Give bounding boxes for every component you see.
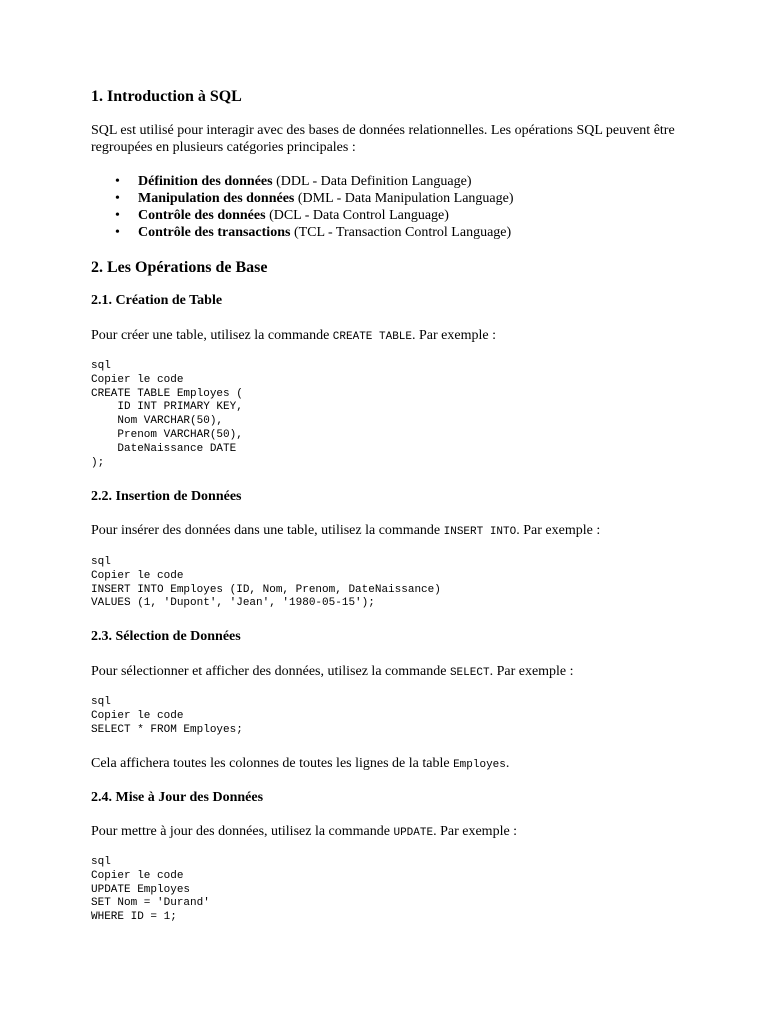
list-item: • Manipulation des données (DML - Data Manipulation Language) bbox=[115, 191, 514, 206]
select-code-block: sql Copier le code SELECT * FROM Employes; bbox=[91, 696, 243, 736]
insert-code-block: sql Copier le code INSERT INTO Employes (ID, Nom, Prenom, DateNaissance) VALUES (1, 'Dupont', 'Jean', '1980-05-15'); bbox=[91, 556, 441, 610]
section-title-create: 2.1. Création de Table bbox=[91, 293, 223, 308]
insert-paragraph: Pour insérer des données dans une table, utilisez la commande INSERT INTO. Par exemple : bbox=[91, 523, 601, 538]
intro-paragraph: SQL est utilisé pour interagir avec des bases de données relationnelles. Les opérations SQL peuvent être regroupées en plusieurs catégories principales : bbox=[91, 123, 675, 155]
bullet-icon: • bbox=[115, 174, 120, 189]
create-paragraph: Pour créer une table, utilisez la commande CREATE TABLE. Par exemple : bbox=[91, 328, 496, 343]
list-item: • Définition des données (DDL - Data Definition Language) bbox=[115, 174, 472, 189]
sql-categories-list bbox=[91, 173, 514, 241]
section-title-update: 2.4. Mise à Jour des Données bbox=[91, 790, 264, 805]
section-title-basics: 2. Les Opérations de Base bbox=[91, 259, 268, 276]
bullet-icon: • bbox=[115, 191, 120, 206]
select-paragraph: Pour sélectionner et afficher des données, utilisez la commande SELECT. Par exemple : bbox=[91, 664, 574, 679]
section-title-insert: 2.2. Insertion de Données bbox=[91, 489, 242, 504]
list-item: • Contrôle des données (DCL - Data Control Language) bbox=[115, 208, 449, 223]
update-code-block: sql Copier le code UPDATE Employes SET Nom = 'Durand' WHERE ID = 1; bbox=[91, 856, 210, 924]
bullet-icon: • bbox=[115, 225, 120, 240]
select-note: Cela affichera toutes les colonnes de toutes les lignes de la table Employes. bbox=[91, 756, 510, 771]
update-paragraph: Pour mettre à jour des données, utilisez la commande UPDATE. Par exemple : bbox=[91, 824, 518, 839]
bullet-icon: • bbox=[115, 208, 120, 223]
section-title-select: 2.3. Sélection de Données bbox=[91, 629, 241, 644]
create-code-block: sql Copier le code CREATE TABLE Employes ( ID INT PRIMARY KEY, Nom VARCHAR(50), Prenom VARCHAR(50), DateNaissance DATE ); bbox=[91, 360, 243, 469]
section-title-intro: 1. Introduction à SQL bbox=[91, 88, 242, 105]
list-item: • Contrôle des transactions (TCL - Transaction Control Language) bbox=[115, 225, 512, 240]
